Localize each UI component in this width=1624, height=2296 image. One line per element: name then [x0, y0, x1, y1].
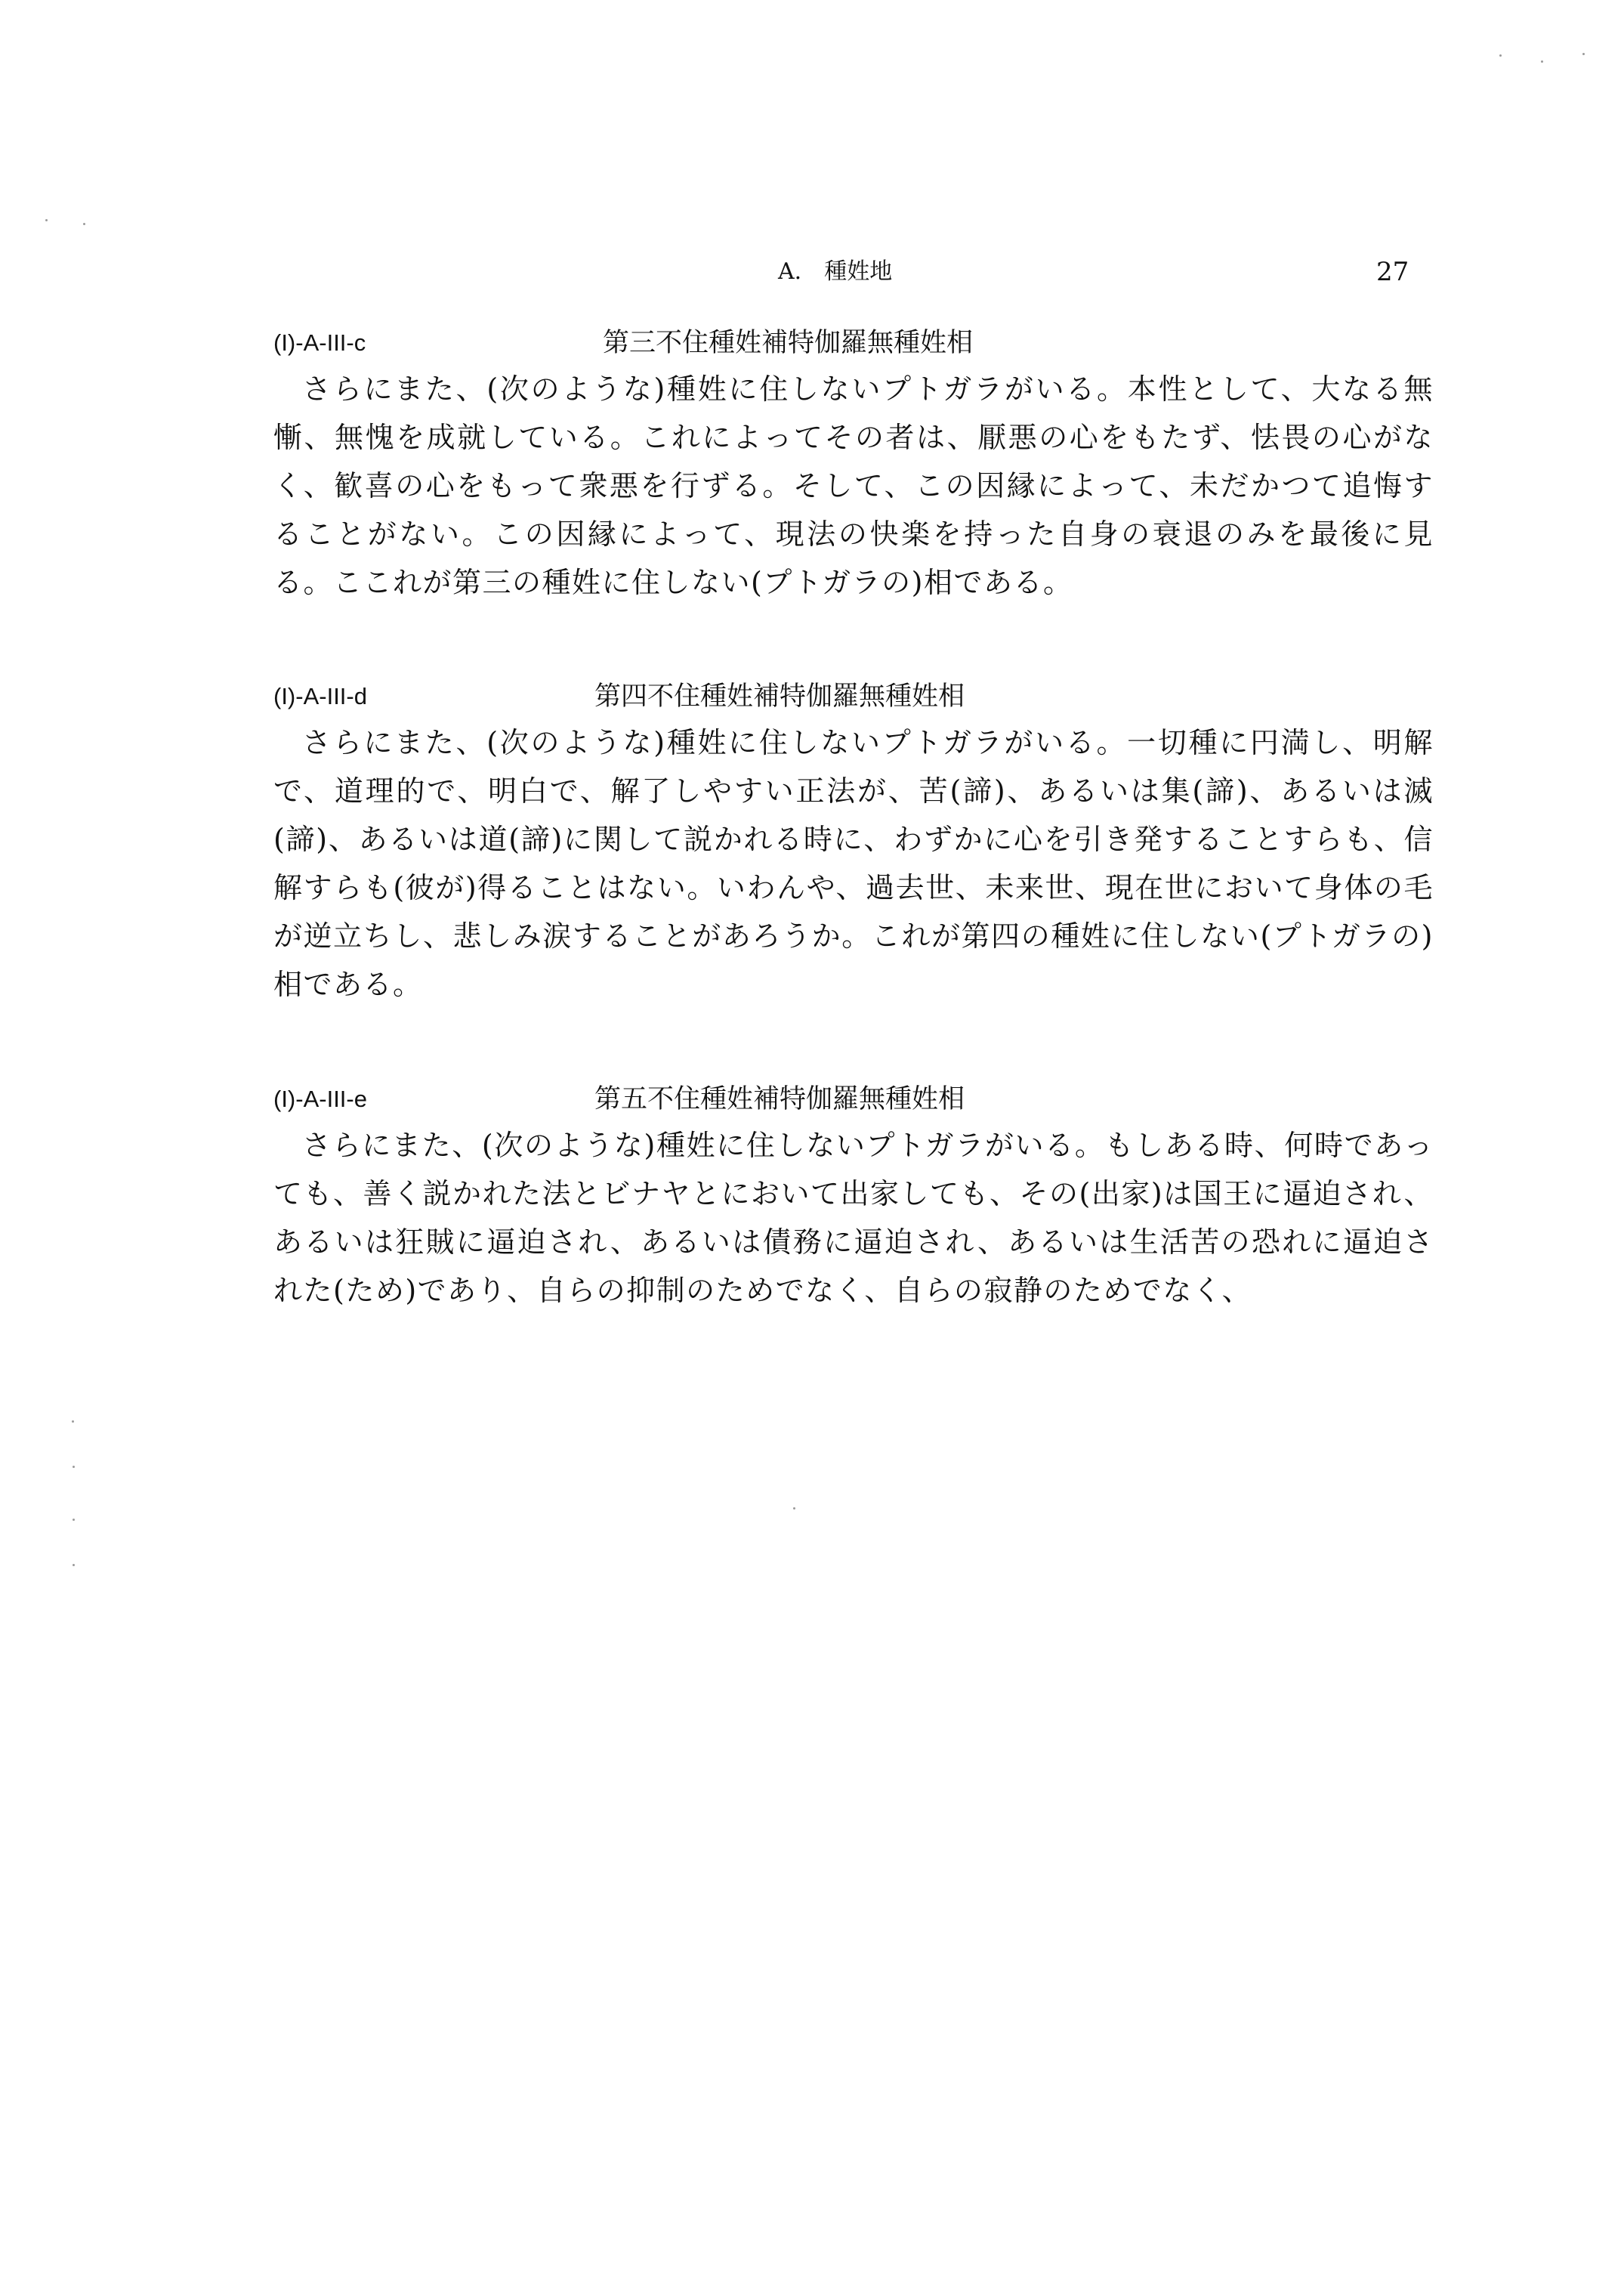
scan-speck [73, 1519, 75, 1521]
section-title: 第五不住種姓補特伽羅無種姓相 [594, 1084, 965, 1114]
section-title: 第三不住種姓補特伽羅無種姓相 [603, 328, 974, 358]
section-body: さらにまた、(次のような)種姓に住しないプトガラがいる。一切種に円満し、明解で、道理的で、明白で、解了しやすい正法が、苦(諦)、あるいは集(諦)、あるいは滅(諦)、あるいは道(諦)に関して説かれる時に、わずかに心を引き発することすらも、信解すらも(彼が)得ることはない。いわんや、過去世、未来世、現在世において身体の毛が逆立ちし、悲しみ涙することがあろうか。これが第四の種姓に住しない(プトガラの)相である。 [273, 726, 1434, 1001]
section-body: さらにまた、(次のような)種姓に住しないプトガラがいる。もしある時、何時であっても、善く説かれた法とビナヤとにおいて出家しても、その(出家)は国王に逼迫され、あるいは狂賊に逼迫され、あるいは債務に逼迫され、あるいは生活苦の恐れに逼迫された(ため)であり、自らの抑制のためでなく、自らの寂静のためでなく、 [273, 1129, 1434, 1307]
section-heading [273, 675, 1434, 718]
section-iii-e [273, 1077, 1434, 1315]
scan-speck [793, 1507, 795, 1510]
section-iii-c [273, 321, 1434, 607]
scan-speck [83, 223, 85, 225]
section-title: 第四不住種姓補特伽羅無種姓相 [594, 681, 965, 712]
scan-speck [1499, 54, 1502, 57]
scan-speck [45, 219, 48, 221]
section-heading [273, 321, 1434, 365]
scan-speck [73, 1564, 75, 1566]
scan-speck [1541, 60, 1543, 63]
section-id: (I)-A-III-d [273, 683, 367, 709]
section-id: (I)-A-III-e [273, 1086, 367, 1112]
running-header [0, 253, 1624, 291]
scan-speck [72, 1420, 74, 1423]
section-id: (I)-A-III-c [273, 329, 366, 356]
scan-speck [73, 1466, 75, 1468]
section-iii-d [273, 675, 1434, 1009]
running-header-section: A. 種姓地 [778, 258, 893, 285]
scan-speck [1582, 53, 1585, 55]
page-number: 27 [1376, 257, 1409, 287]
section-heading [273, 1077, 1434, 1121]
section-body: さらにまた、(次のような)種姓に住しないプトガラがいる。本性として、大なる無慚、無愧を成就している。これによってその者は、厭悪の心をもたず、怯畏の心がなく、歓喜の心をもって衆悪を行ずる。そして、この因縁によって、未だかつて追悔することがない。この因縁によって、現法の快楽を持った自身の衰退のみを最後に見る。ここれが第三の種姓に住しない(プトガラの)相である。 [273, 372, 1434, 599]
